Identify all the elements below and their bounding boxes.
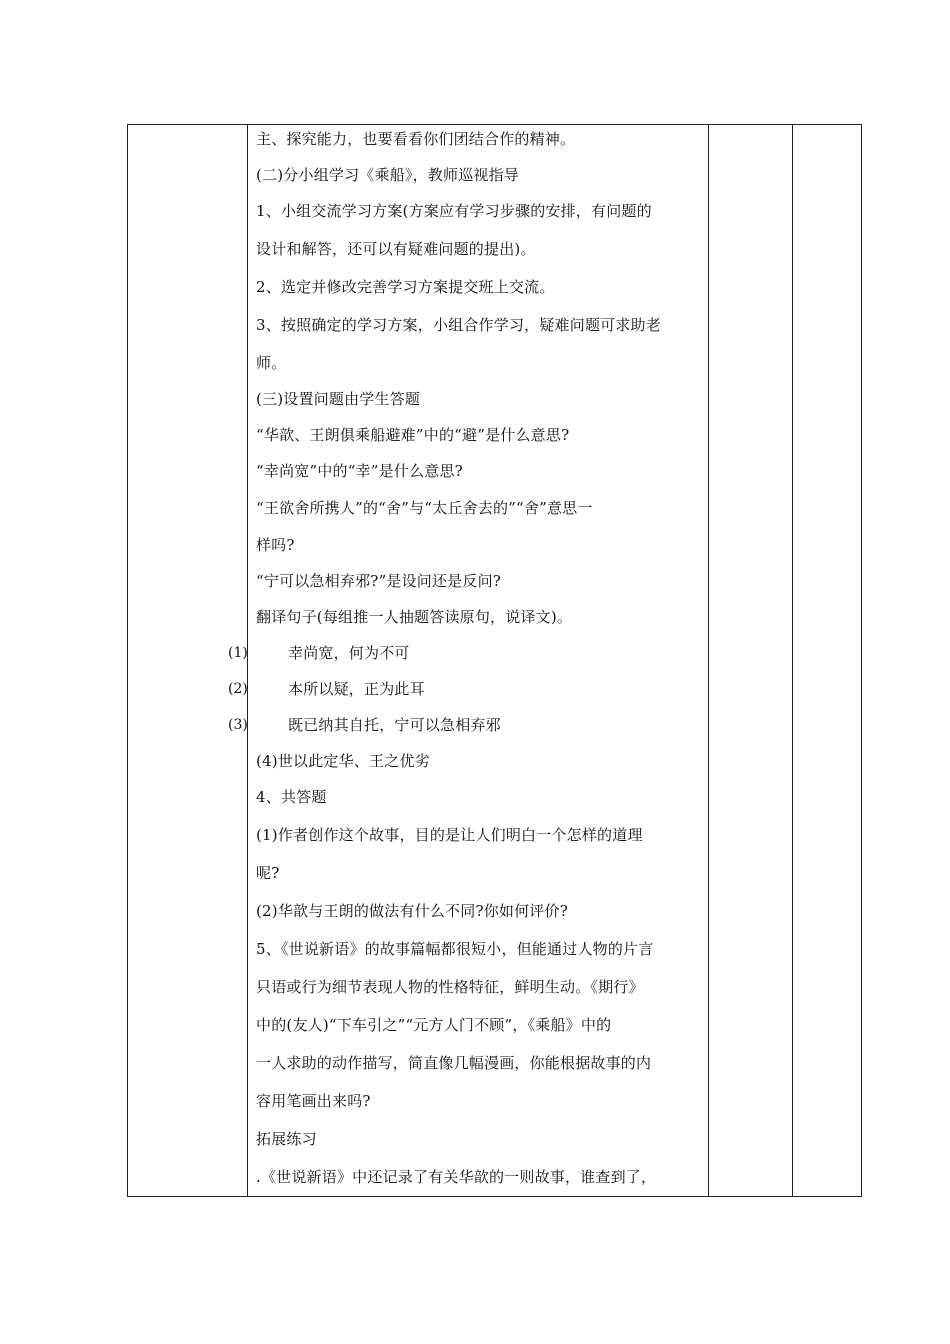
text-line: (三)设置问题由学生答题 xyxy=(256,390,421,408)
list-marker-2: (2) xyxy=(228,681,248,697)
column-divider-3 xyxy=(792,125,793,1196)
column-divider-2 xyxy=(708,125,709,1196)
text-line: 翻译句子(每组推一人抽题答读原句，说译文)。 xyxy=(256,608,573,626)
text-line: 拓展练习 xyxy=(256,1130,317,1148)
text-line: (1)作者创作这个故事，目的是让人们明白一个怎样的道理 xyxy=(256,826,643,844)
text-line: (2)华歆与王朗的做法有什么不同?你如何评价? xyxy=(256,902,568,920)
text-line: 主、探究能力，也要看看你们团结合作的精神。 xyxy=(256,130,576,148)
text-line: 3、按照确定的学习方案，小组合作学习，疑难问题可求助老 xyxy=(256,316,661,334)
text-line: 呢? xyxy=(256,864,280,882)
text-line: 中的(友人)“下车引之”“元方人门不顾”，《乘船》中的 xyxy=(256,1016,612,1034)
text-line: “华歆、王朗俱乘船避难”中的“避”是什么意思? xyxy=(256,426,570,444)
text-line: 只语或行为细节表现人物的性格特征，鲜明生动。《期行》 xyxy=(256,978,644,996)
text-line: (二)分小组学习《乘船》，教师巡视指导 xyxy=(256,166,520,184)
text-line: .《世说新语》中还记录了有关华歆的一则故事，谁查到了， xyxy=(256,1168,657,1186)
text-line: (4)世以此定华、王之优劣 xyxy=(256,752,430,770)
translation-item-2: 本所以疑，正为此耳 xyxy=(288,680,425,698)
text-line: “宁可以急相弃邪?”是设问还是反问? xyxy=(256,572,502,590)
list-marker-1: (1) xyxy=(228,645,248,661)
text-line: “王欲舍所携人”的“舍”与“太丘舍去的”“舍”意思一 xyxy=(256,499,593,517)
translation-item-3: 既已纳其自托，宁可以急相弃邪 xyxy=(288,716,501,734)
text-line: 师。 xyxy=(256,354,287,372)
text-line: 一人求助的动作描写，简直像几幅漫画，你能根据故事的内 xyxy=(256,1054,652,1072)
text-line: 2、选定并修改完善学习方案提交班上交流。 xyxy=(256,278,555,296)
text-line: 设计和解答，还可以有疑难问题的提出)。 xyxy=(256,240,536,258)
text-line: 4、共答题 xyxy=(256,788,327,806)
list-marker-3: (3) xyxy=(228,717,248,733)
text-line: 1、小组交流学习方案(方案应有学习步骤的安排，有问题的 xyxy=(256,202,652,220)
text-line: 容用笔画出来吗? xyxy=(256,1092,371,1110)
text-line: 样吗? xyxy=(256,536,295,554)
text-line: “幸尚宽”中的“幸”是什么意思? xyxy=(256,462,463,480)
translation-item-1: 幸尚宽，何为不可 xyxy=(288,644,410,662)
text-line: 5、《世说新语》的故事篇幅都很短小，但能通过人物的片言 xyxy=(256,940,654,958)
